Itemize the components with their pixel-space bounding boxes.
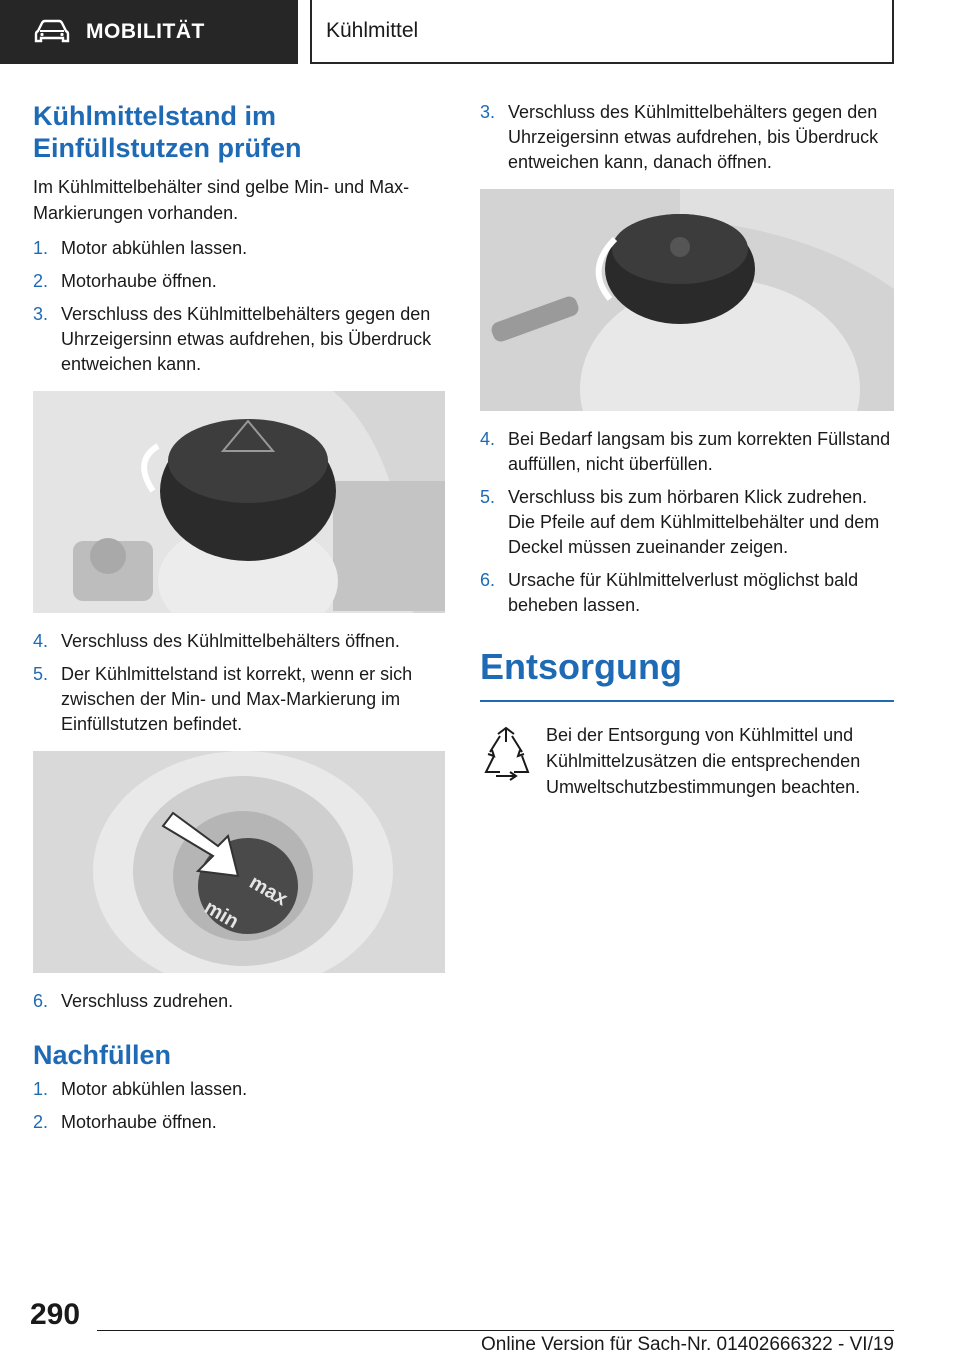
step-number: 4.	[33, 631, 49, 651]
page-header	[0, 0, 960, 66]
min-marking: min	[200, 896, 243, 934]
list-item	[480, 485, 894, 560]
step-text: Verschluss des Kühlmittelbehälters gegen den Uhrzeigersinn etwas aufdrehen, bis Überdruck entweichen kann.	[61, 304, 432, 374]
intro-text: Im Kühlmittelbehälter sind gelbe Min- und Max-Markierungen vorhanden.	[33, 177, 410, 223]
step-number: 1.	[33, 1079, 49, 1099]
coolant-cap-photo	[33, 391, 445, 613]
list-item	[480, 427, 894, 477]
list-item	[33, 302, 445, 377]
step-text: Bei Bedarf langsam bis zum korrekten Füllstand auffüllen, nicht überfüllen.	[508, 429, 891, 474]
list-item	[33, 989, 445, 1014]
step-text: Verschluss des Kühlmittelbehälters gegen den Uhrzeigersinn etwas aufdrehen, bis Überdruck entweichen kann, danach öffnen.	[508, 102, 879, 172]
list-item	[33, 236, 445, 261]
refill-title: Nachfüllen	[33, 1040, 172, 1070]
step-number: 2.	[33, 1112, 49, 1132]
step-text: Verschluss des Kühlmittelbehälters öffnen.	[61, 631, 400, 651]
list-item	[33, 1077, 445, 1102]
disposal-title: Entsorgung	[480, 646, 894, 702]
step-text: Motor abkühlen lassen.	[61, 1079, 248, 1099]
list-item	[33, 269, 445, 294]
right-column	[480, 100, 894, 800]
disposal-note	[480, 722, 894, 800]
section-tab[interactable]	[0, 0, 298, 64]
expansion-tank-photo	[480, 189, 894, 411]
section-label: MOBILITÄT	[86, 20, 205, 43]
chapter-label: Kühlmittel	[326, 19, 419, 42]
step-number: 5.	[480, 487, 496, 507]
max-marking: max	[245, 871, 292, 911]
step-text: Motorhaube öffnen.	[61, 1112, 217, 1132]
step-number: 6.	[33, 991, 49, 1011]
step-number: 3.	[480, 102, 496, 122]
step-number: 5.	[33, 664, 49, 684]
step-text: Ursache für Kühlmittelverlust möglichst bald beheben lassen.	[508, 570, 859, 615]
online-version-text: Online Version für Sach-Nr. 01402666322 - VI/19	[481, 1334, 894, 1355]
steps-list	[33, 236, 445, 377]
footer-divider	[97, 1330, 894, 1331]
page-number: 290	[30, 1298, 81, 1331]
step-text: Motorhaube öffnen.	[61, 271, 217, 291]
step-number: 4.	[480, 429, 496, 449]
step-number: 1.	[33, 238, 49, 258]
list-item	[33, 1110, 445, 1135]
recycle-icon	[480, 726, 532, 786]
steps-list	[33, 629, 445, 737]
steps-list	[480, 100, 894, 175]
steps-list	[33, 1077, 445, 1135]
step-number: 2.	[33, 271, 49, 291]
step-text: Der Kühlmittelstand ist korrekt, wenn er sich zwischen der Min- und Max-Markierung im Einfüllstutzen befindet.	[61, 664, 413, 734]
note-text: Bei der Entsorgung von Kühlmittel und Kühlmittelzusätzen die entsprechenden Umweltschutzbestimmungen beachten.	[546, 725, 861, 797]
list-item	[480, 568, 894, 618]
list-item	[33, 629, 445, 654]
step-text: Verschluss bis zum hörbaren Klick zudrehen. Die Pfeile auf dem Kühlmittelbehälter und dem Deckel müssen zueinander zeigen.	[508, 487, 880, 557]
step-number: 3.	[33, 304, 49, 324]
car-icon	[34, 19, 70, 45]
steps-list	[480, 427, 894, 618]
section-title: Kühlmittelstand im Einfüllstutzen prüfen	[33, 101, 302, 163]
step-text: Verschluss zudrehen.	[61, 991, 234, 1011]
filler-neck-photo	[33, 751, 445, 973]
list-item	[33, 662, 445, 737]
steps-list	[33, 989, 445, 1014]
chapter-tab[interactable]	[310, 0, 894, 64]
left-column	[33, 100, 445, 1143]
list-item	[480, 100, 894, 175]
step-number: 6.	[480, 570, 496, 590]
step-text: Motor abkühlen lassen.	[61, 238, 248, 258]
